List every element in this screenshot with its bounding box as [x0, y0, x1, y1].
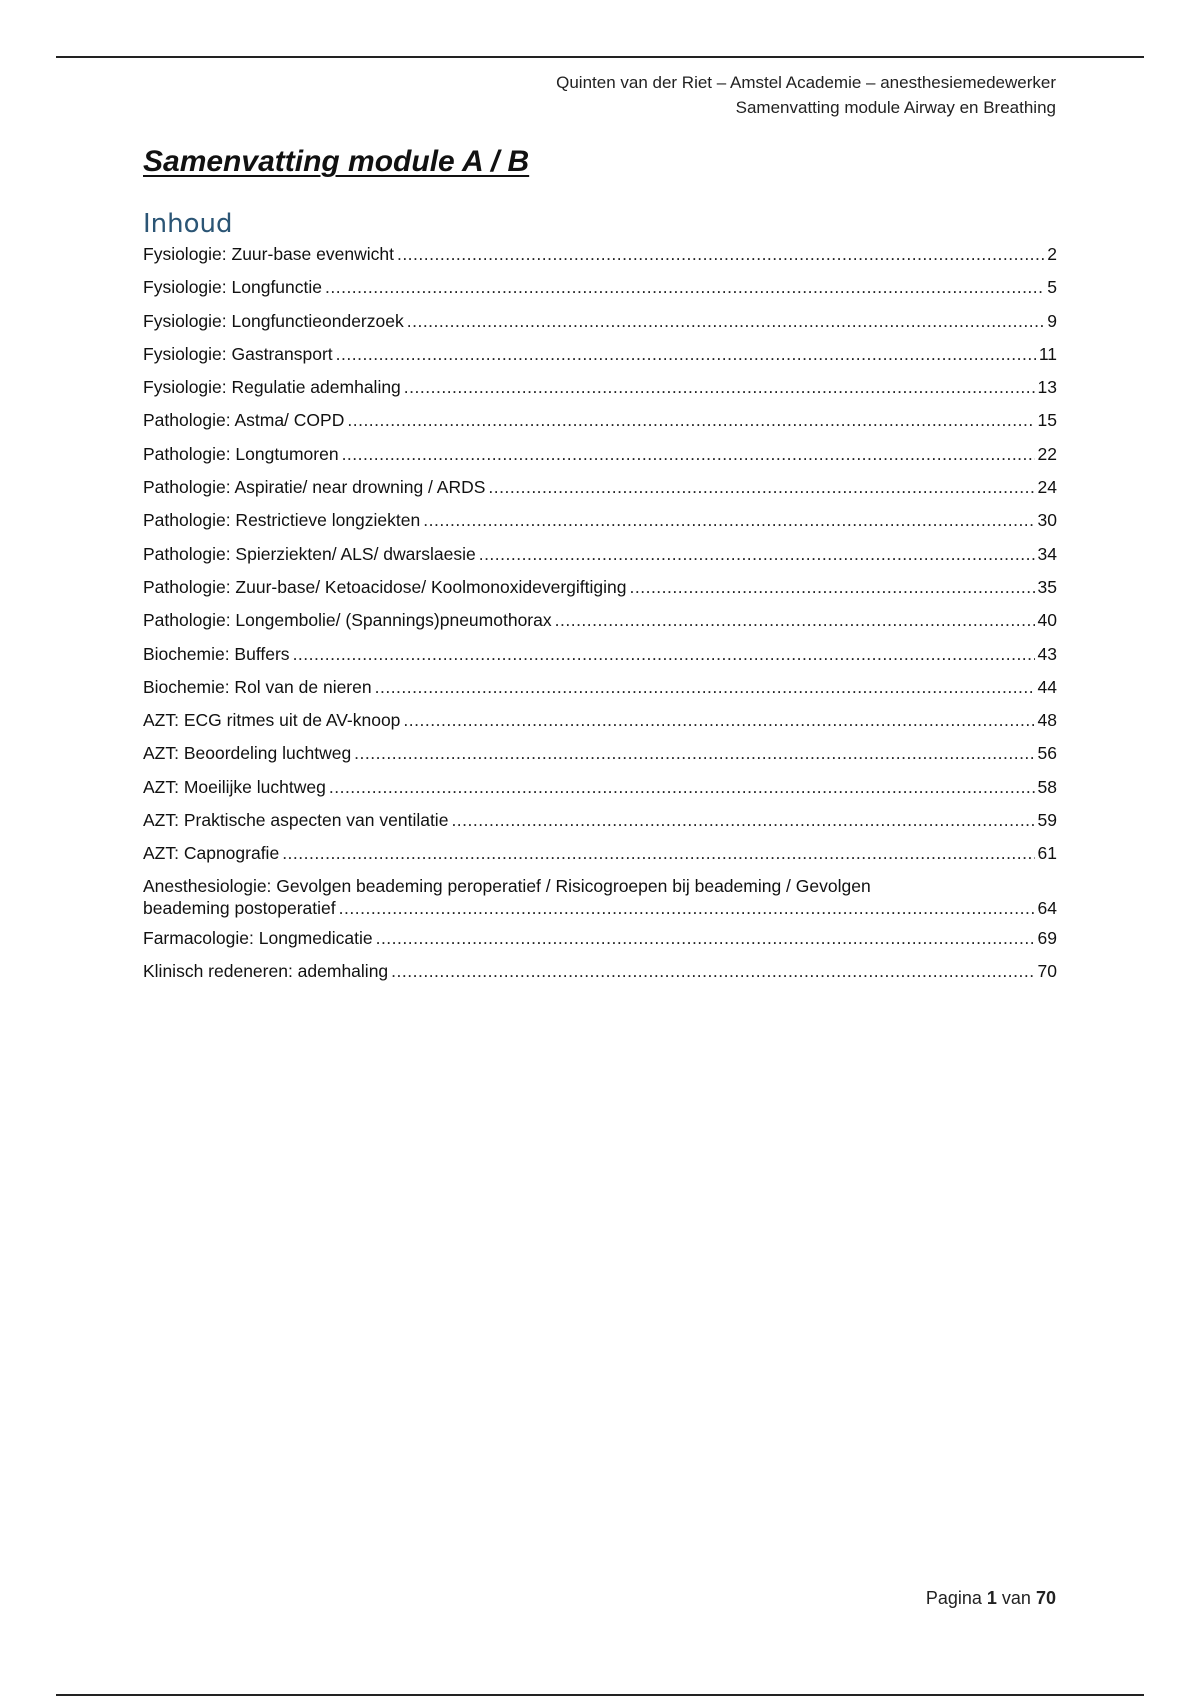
toc-leader-dots [342, 442, 1035, 466]
toc-entry[interactable] [143, 342, 1057, 366]
toc-entry[interactable] [143, 708, 1057, 732]
toc-leader-dots [376, 926, 1035, 950]
toc-entry-page: 13 [1037, 377, 1057, 398]
toc-entry-title: Fysiologie: Regulatie ademhaling [143, 377, 401, 398]
toc-entry-title: Pathologie: Longembolie/ (Spannings)pneumothorax [143, 610, 552, 631]
toc-entry-title: Pathologie: Zuur-base/ Ketoacidose/ Koolmonoxidevergiftiging [143, 576, 627, 597]
toc-entry[interactable] [143, 741, 1057, 765]
toc-entry-title: Fysiologie: Gastransport [143, 343, 333, 364]
toc-leader-dots [630, 575, 1035, 599]
toc-leader-dots [423, 508, 1034, 532]
toc-entry-title: AZT: ECG ritmes uit de AV-knoop [143, 710, 401, 731]
toc-entry-title: AZT: Beoordeling luchtweg [143, 743, 352, 764]
toc-leader-dots [293, 642, 1035, 666]
toc-entry-page: 15 [1037, 410, 1057, 431]
toc-leader-dots [336, 342, 1036, 366]
toc-entry-title: Pathologie: Restrictieve longziekten [143, 510, 421, 531]
toc-leader-dots [479, 542, 1035, 566]
toc-entry[interactable] [143, 475, 1057, 499]
toc-entry[interactable] [143, 508, 1057, 532]
toc-entry[interactable] [143, 242, 1057, 266]
toc-entry[interactable] [143, 442, 1057, 466]
toc-entry[interactable] [143, 642, 1057, 666]
toc-entry[interactable] [143, 875, 1057, 919]
toc-entry[interactable] [143, 959, 1057, 983]
toc-entry-page: 40 [1037, 610, 1057, 631]
toc-leader-dots [347, 408, 1034, 432]
toc-entry-title-line1: Anesthesiologie: Gevolgen beademing peroperatief / Risicogroepen bij beademing / Gevolgen [143, 875, 871, 896]
toc-entry[interactable] [143, 275, 1057, 299]
running-header [556, 70, 1056, 120]
toc-entry-page: 64 [1037, 897, 1057, 918]
toc-entry[interactable] [143, 575, 1057, 599]
toc-entry-title: Klinisch redeneren: ademhaling [143, 960, 389, 981]
toc-leader-dots [555, 608, 1035, 632]
toc-entry[interactable] [143, 926, 1057, 950]
toc-entry-title: Biochemie: Buffers [143, 643, 290, 664]
toc-entry-title: AZT: Praktische aspecten van ventilatie [143, 810, 449, 831]
toc-leader-dots [451, 808, 1034, 832]
toc-leader-dots [354, 741, 1034, 765]
toc-entry-page: 61 [1037, 843, 1057, 864]
toc-entry[interactable] [143, 808, 1057, 832]
toc-leader-dots [375, 675, 1035, 699]
toc-entry-title: Fysiologie: Zuur-base evenwicht [143, 244, 394, 264]
toc-entry-page: 59 [1037, 810, 1057, 831]
toc-entry-page: 22 [1037, 443, 1057, 464]
toc-leader-dots [325, 275, 1044, 299]
toc-entry-title: Pathologie: Longtumoren [143, 443, 339, 464]
toc-entry-page: 9 [1047, 310, 1057, 331]
toc-entry-second-line [143, 897, 1057, 919]
toc-leader-dots [404, 375, 1035, 399]
footer-prefix: Pagina [925, 1588, 982, 1608]
page-footer [926, 1585, 1056, 1611]
toc-entry-page: 35 [1037, 576, 1057, 597]
toc-entry[interactable] [143, 675, 1057, 699]
running-header-author: Quinten van der Riet – Amstel Academie – anesthesiemedewerker [556, 73, 1056, 92]
toc-leader-dots [282, 841, 1034, 865]
toc-entry-page: 70 [1037, 960, 1057, 981]
toc-entry-page: 56 [1037, 743, 1057, 764]
toc-entry-page: 24 [1037, 477, 1057, 498]
toc-entry[interactable] [143, 375, 1057, 399]
toc-entry-page: 5 [1047, 277, 1057, 298]
toc-entry-page: 58 [1037, 776, 1057, 797]
toc-entry-title: AZT: Moeilijke luchtweg [143, 776, 326, 797]
toc-entry[interactable] [143, 775, 1057, 799]
toc-entry-title: AZT: Capnografie [143, 843, 280, 864]
footer-middle: van [1001, 1588, 1031, 1608]
toc-entry-page: 44 [1037, 676, 1057, 697]
header-rule [56, 56, 1144, 58]
toc-entry-title: Pathologie: Aspiratie/ near drowning / ARDS [143, 477, 486, 498]
toc-entry-title: Biochemie: Rol van de nieren [143, 676, 372, 697]
toc-entry-page: 34 [1037, 543, 1057, 564]
toc-leader-dots [407, 309, 1045, 333]
toc-entry[interactable] [143, 608, 1057, 632]
document-title: Samenvatting module A / B [143, 145, 530, 178]
toc-leader-dots [403, 708, 1034, 732]
toc-entry-title: Fysiologie: Longfunctieonderzoek [143, 310, 404, 331]
toc-entry-page: 43 [1037, 643, 1057, 664]
toc-leader-dots [391, 959, 1034, 983]
toc-entry-page: 30 [1037, 510, 1057, 531]
toc-entry-title: Fysiologie: Longfunctie [143, 277, 322, 298]
toc-entry-page: 48 [1037, 710, 1057, 731]
toc-leader-dots [488, 475, 1034, 499]
toc-entry-title: Farmacologie: Longmedicatie [143, 927, 373, 948]
table-of-contents [143, 242, 1057, 992]
toc-leader-dots [329, 775, 1035, 799]
toc-entry-title: Pathologie: Spierziekten/ ALS/ dwarslaesie [143, 543, 476, 564]
footer-total-pages: 70 [1035, 1588, 1056, 1608]
toc-entry-title: Pathologie: Astma/ COPD [143, 410, 345, 431]
toc-entry[interactable] [143, 841, 1057, 865]
toc-entry-title-line2: beademing postoperatief [143, 897, 336, 918]
toc-entry-page: 2 [1047, 244, 1057, 264]
toc-entry-page: 69 [1037, 927, 1057, 948]
toc-heading: Inhoud [143, 209, 233, 239]
footer-rule [56, 1694, 1144, 1696]
footer-current-page: 1 [986, 1588, 997, 1608]
running-header-subtitle: Samenvatting module Airway en Breathing [735, 98, 1056, 117]
toc-entry[interactable] [143, 542, 1057, 566]
toc-entry[interactable] [143, 408, 1057, 432]
toc-entry[interactable] [143, 309, 1057, 333]
toc-entry-page: 11 [1038, 343, 1057, 364]
toc-leader-dots [397, 242, 1044, 266]
toc-leader-dots [339, 897, 1035, 919]
